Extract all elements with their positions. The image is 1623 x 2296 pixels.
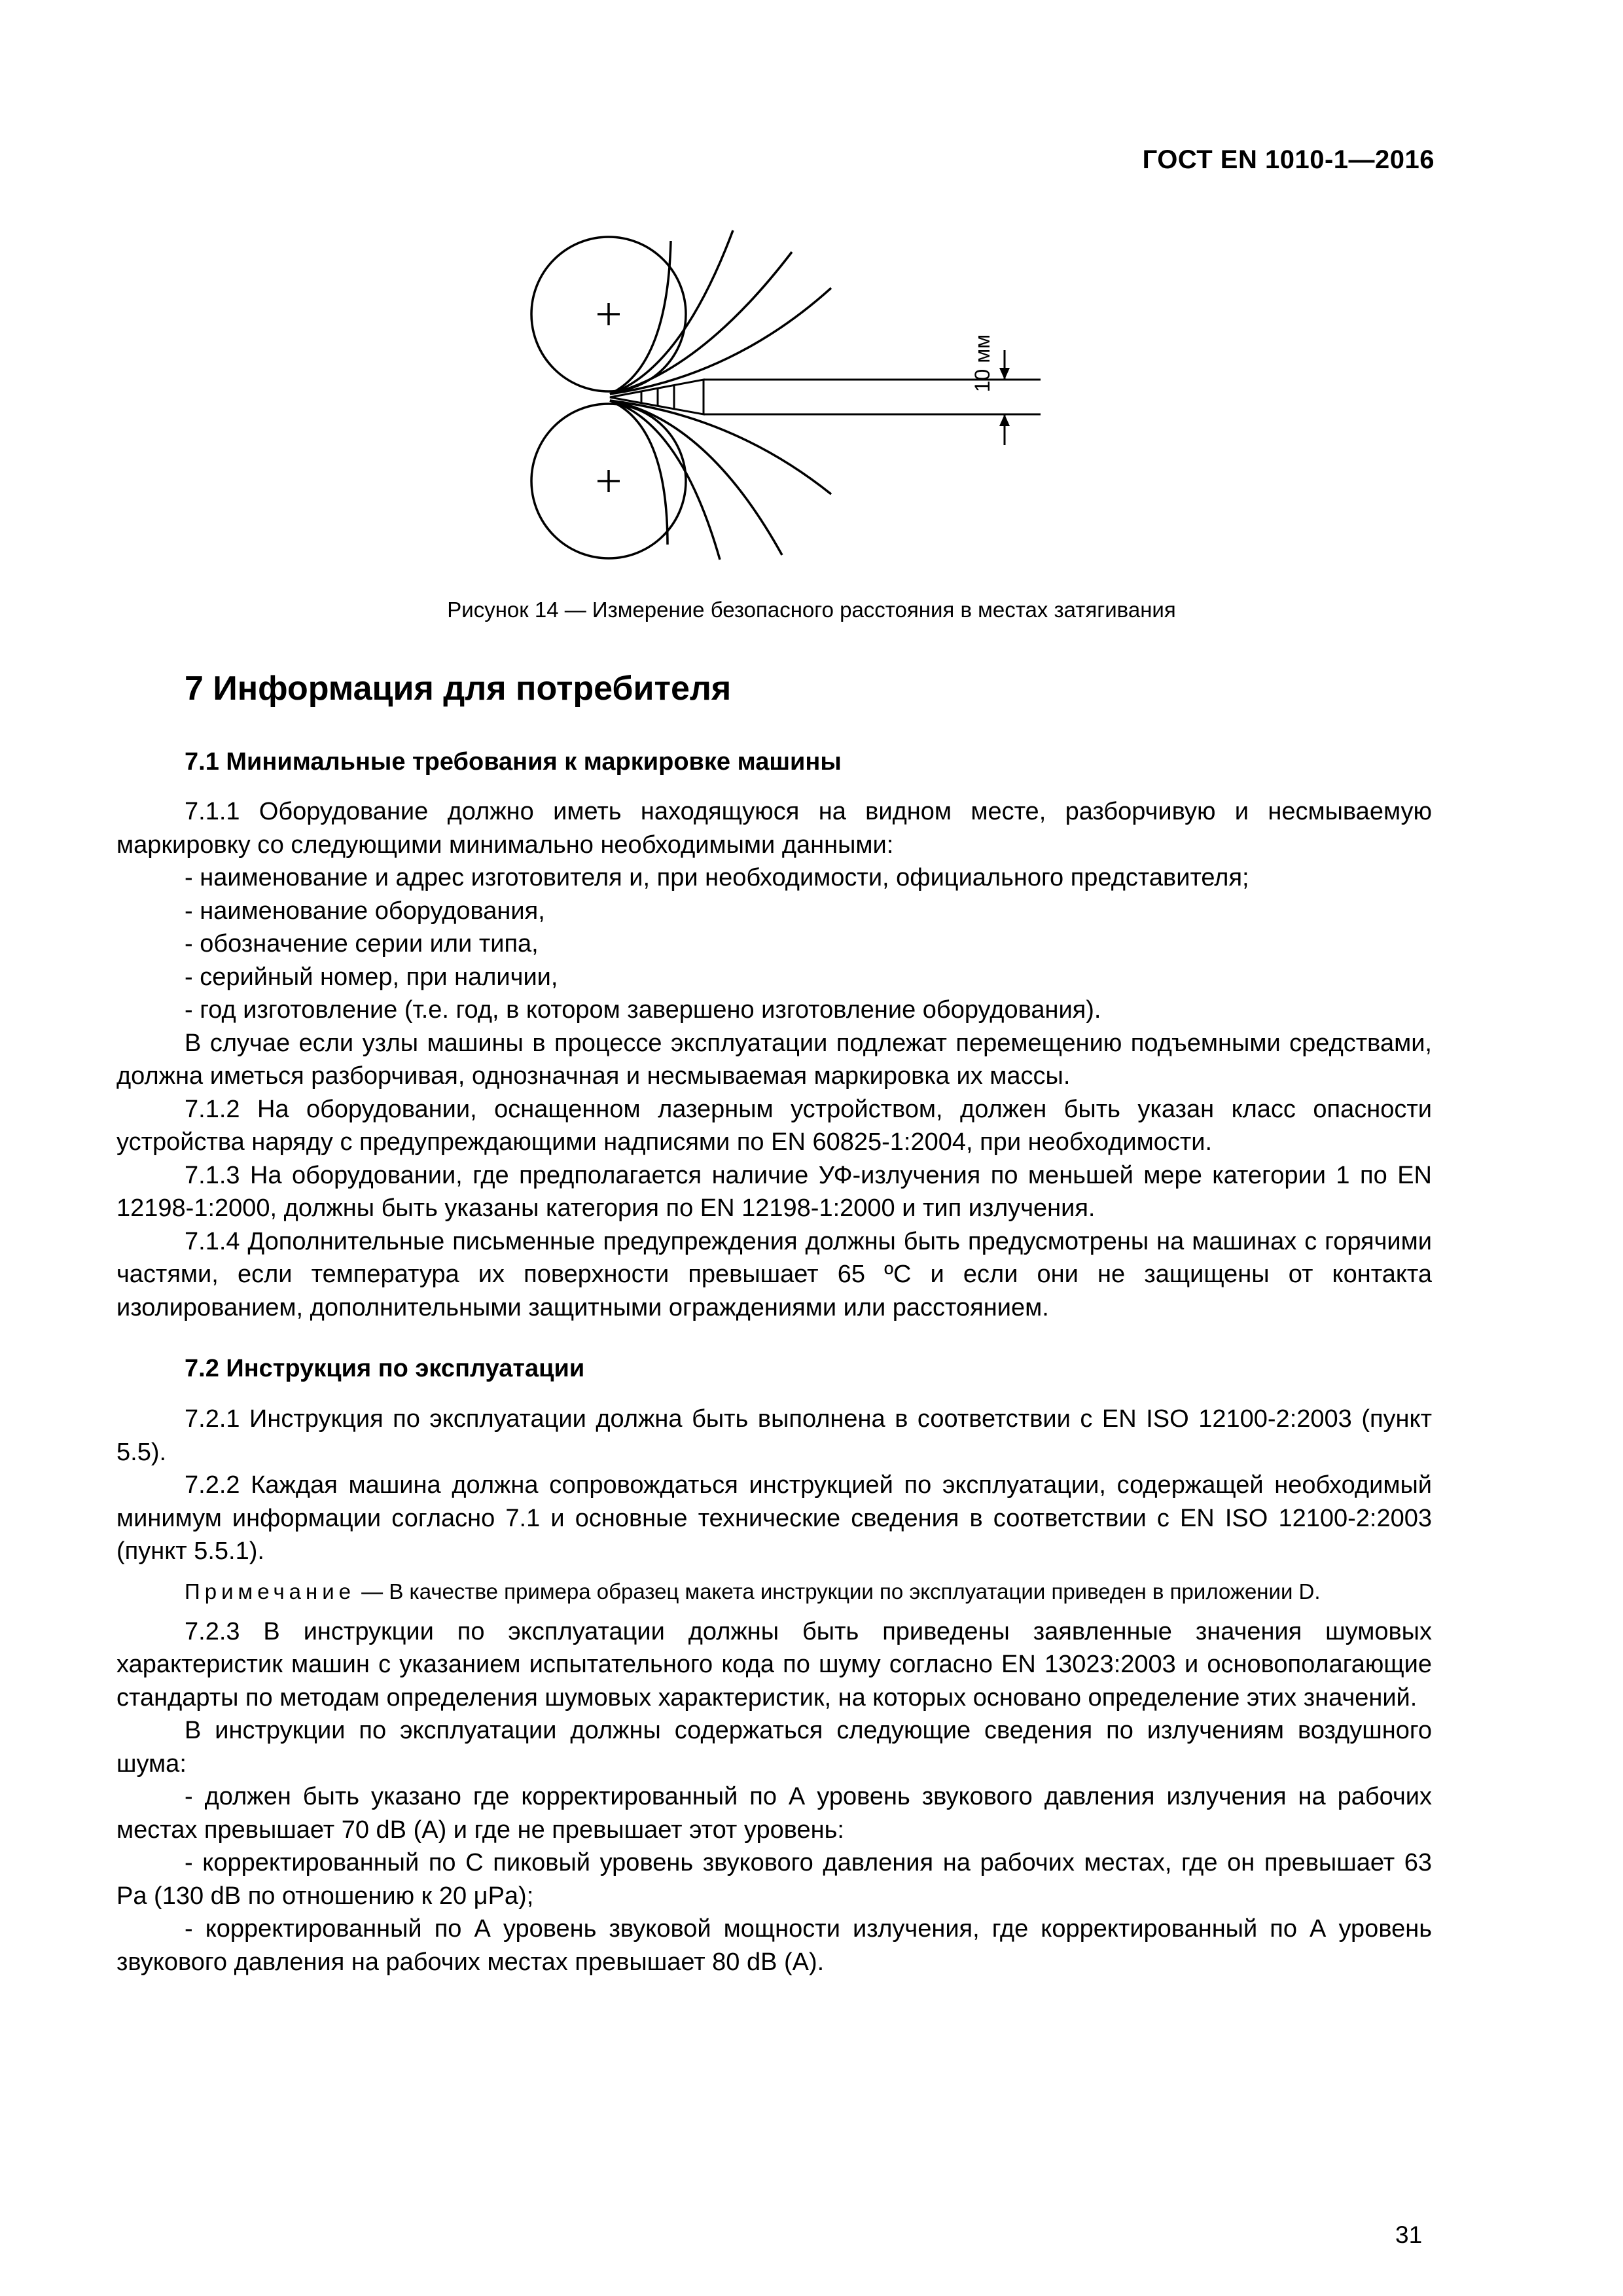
note — [116, 1577, 1432, 1606]
paragraph-7-2-1: 7.2.1 Инструкция по эксплуатации должна быть выполнена в соответствии с EN ISO 12100-2:2003 (пункт 5.5). — [116, 1405, 1432, 1466]
section-7-2-body — [116, 1403, 1432, 1979]
paragraph-noise-emissions: В инструкции по эксплуатации должны содержаться следующие сведения по излучениям воздушного шума: — [116, 1717, 1432, 1778]
lower-curve-2 — [610, 401, 720, 560]
paragraph-7-1-3: 7.1.3 На оборудовании, где предполагается наличие УФ-излучения по меньшей мере категории 1 по EN 12198-1:2000, должны быть указаны категория по EN 12198-1:2000 и тип излучения. — [116, 1161, 1432, 1222]
list-item: - обозначение серии или типа, — [185, 930, 539, 958]
paragraph-7-2-2: 7.2.2 Каждая машина должна сопровождаться инструкцией по эксплуатации, содержащей необходимый минимум информации согласно 7.1 и основные технические сведения в соответствии с EN ISO 12100-2:2003 (пункт 5.5.1). — [116, 1471, 1432, 1565]
page-number: 31 — [1395, 2221, 1423, 2248]
figure-caption: Рисунок 14 — Измерение безопасного расстояния в местах затягивания — [447, 598, 1176, 622]
list-item: - должен быть указано где корректированный по А уровень звукового давления излучения на рабочих местах превышает 70 dB (A) и где не превышает этот уровень: — [116, 1783, 1432, 1844]
list-item: - наименование и адрес изготовителя и, при необходимости, официального представителя; — [185, 864, 1249, 891]
section-7-1-body — [116, 795, 1432, 1324]
dimension-arrow-up — [999, 414, 1010, 426]
list-item: - корректированный по С пиковый уровень звукового давления на рабочих местах, где он превышает 63 Pa (130 dB по отношению к 20 μPa); — [116, 1849, 1432, 1910]
dimension-label: 10 мм — [971, 334, 994, 393]
nip-point-figure — [517, 223, 1041, 576]
section-7-2-title: 7.2 Инструкция по эксплуатации — [185, 1355, 585, 1382]
list-item: - серийный номер, при наличии, — [185, 963, 558, 991]
paragraph-7-1-4: 7.1.4 Дополнительные письменные предупреждения должны быть предусмотрены на машинах с горячими частями, если температура их поверхности превышает 65 ºС и если они не защищены от контакта изолированием, дополнительными защитными ограждениями или расстоянием. — [116, 1227, 1432, 1321]
section-7-title: 7 Информация для потребителя — [185, 670, 732, 708]
list-item: - наименование оборудования, — [185, 897, 545, 925]
list-item: - год изготовление (т.е. год, в котором завершено изготовление оборудования). — [185, 996, 1101, 1024]
paragraph-7-2-3: 7.2.3 В инструкции по эксплуатации должны быть приведены заявленные значения шумовых характеристик машин с указанием испытательного кода по шуму согласно EN 13023:2003 и основополагающие стандарты по методам определения шумовых характеристик, на которых основано определение этих значений. — [116, 1617, 1432, 1712]
document-id-header: ГОСТ EN 1010-1—2016 — [1142, 145, 1435, 174]
note-text: — В качестве примера образец макета инструкции по эксплуатации приведен в приложении D. — [355, 1579, 1321, 1604]
upper-curve-4 — [610, 288, 831, 394]
lower-curve-3 — [610, 401, 782, 555]
paragraph-lifting-marking: В случае если узлы машины в процессе эксплуатации подлежат перемещению подъемными средствами, должна иметься разборчивая, однозначная и несмываемая маркировка их массы. — [116, 1029, 1432, 1090]
upper-curve-2 — [610, 230, 733, 394]
note-label: Примечание — [185, 1579, 356, 1604]
list-item: - корректированный по А уровень звуковой мощности излучения, где корректированный по А уровень звукового давления на рабочих местах превышает 80 dB (A). — [116, 1915, 1432, 1976]
section-7-1-title: 7.1 Минимальные требования к маркировке машины — [185, 748, 842, 776]
paragraph-7-1-1: 7.1.1 Оборудование должно иметь находящуюся на видном месте, разборчивую и несмываемую маркировку со следующими минимально необходимыми данными: — [116, 798, 1432, 859]
dimension-arrow-down — [999, 368, 1010, 380]
paragraph-7-1-2: 7.1.2 На оборудовании, оснащенном лазерным устройством, должен быть указан класс опасности устройства наряду с предупреждающими надписями по EN 60825-1:2004, при необходимости. — [116, 1095, 1432, 1156]
